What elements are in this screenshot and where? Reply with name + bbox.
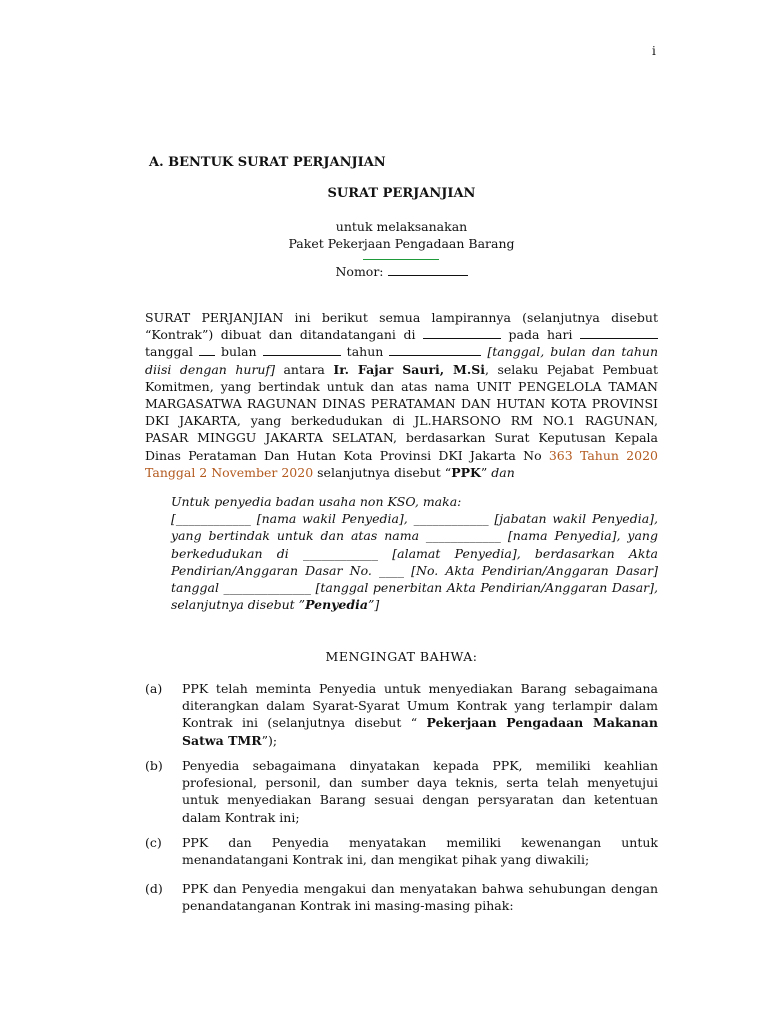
doc-title: SURAT PERJANJIAN: [327, 186, 476, 201]
mengingat-heading: MENGINGAT BAHWA:: [325, 649, 478, 664]
green-blank-line: [363, 259, 439, 260]
ppk-official-name: Ir. Fajar Sauri, M.Si: [333, 361, 485, 377]
penyedia-intro: Untuk penyedia badan usaha non KSO, maka:: [171, 494, 462, 509]
blank-month: [263, 343, 341, 356]
para-italic-note: [tanggal, bulan dan tahun diisi dengan huruf]: [145, 344, 659, 377]
para-text: , selaku Pejabat Pembuat Komitmen, yang bertindak untuk dan atas nama UNIT PENGELOLA TAMAN MARGASATWA RAGUNAN DINAS PERATAMAN DAN HUTAN KOTA PROVINSI DKI JAKARTA, yang berkedudukan di JL.HARSONO RM NO.1 RAGUNAN, PASAR MINGGU JAKARTA SELATAN, berdasarkan Surat Keputusan Kepala Dinas Perataman Dan Hutan Kota Provinsi DKI Jakarta No: [145, 361, 658, 463]
list-item-label: (d): [145, 881, 163, 896]
nomor-blank: [388, 263, 468, 276]
list-item-label: (a): [145, 681, 163, 696]
para-text: pada hari: [501, 327, 580, 343]
nomor-label: Nomor:: [335, 264, 384, 279]
work-package-name: Pekerjaan Pengadaan Makanan Satwa TMR: [182, 715, 658, 748]
page-number: i: [652, 44, 656, 58]
blank-place: [423, 326, 501, 339]
section-heading: A. BENTUK SURAT PERJANJIAN: [149, 155, 386, 170]
list-item-label: (c): [145, 835, 162, 850]
para-text: ”: [480, 464, 492, 480]
subtitle-line-1: untuk melaksanakan: [335, 219, 468, 234]
blank-year: [389, 343, 481, 356]
penyedia-text: [____________ [nama wakil Penyedia], ____________ [jabatan wakil Penyedia], yang bertindak untuk dan atas nama ____________ [nama Penyedia], yang berkedudukan di ____________ [alamat Penyedia], berdasarkan Akta Pendirian/Anggaran Dasar No. ____ [No. Akta Pendirian/Anggaran Dasar] tanggal ______________ [tanggal penerbitan Akta Pendirian/Anggaran Dasar], selanjutnya disebut ”: [171, 511, 658, 613]
list-item-text: [182, 680, 658, 749]
item-text: ”);: [261, 732, 278, 748]
decree-reference: 363 Tahun 2020 Tanggal 2 November 2020: [145, 447, 658, 480]
para-text: tanggal: [145, 344, 200, 360]
subtitle-line-2: Paket Pekerjaan Pengadaan Barang: [288, 236, 515, 251]
para-text: bulan: [215, 344, 263, 360]
list-item-text: Penyedia sebagaimana dinyatakan kepada PPK, memiliki keahlian profesional, personil, dan sumber daya teknis, serta telah menyetujui untuk menyediakan Barang sesuai dengan persyaratan dan ketentuan dalam Kontrak ini;: [182, 758, 658, 825]
agreement-paragraph: [145, 309, 658, 481]
penyedia-text: ”]: [367, 597, 380, 613]
ppk-label: PPK: [451, 464, 481, 480]
para-text: tahun: [340, 344, 390, 360]
nomor-line: [145, 263, 658, 279]
list-item-text: PPK dan Penyedia mengakui dan menyatakan bahwa sehubungan dengan penandatanganan Kontrak ini masing-masing pihak:: [182, 881, 658, 914]
para-italic-dan: dan: [491, 464, 515, 480]
para-text: selanjutnya disebut “: [313, 464, 452, 480]
blank-day: [580, 326, 658, 339]
para-text: SURAT PERJANJIAN ini berikut semua lampirannya (selanjutnya disebut “Kontrak”) dibuat dan ditandatangani di: [145, 310, 658, 343]
list-item-label: (b): [145, 758, 163, 773]
list-item-text: PPK dan Penyedia menyatakan memiliki kewenangan untuk menandatangani Kontrak ini, dan mengikat pihak yang diwakili;: [182, 835, 658, 868]
blank-date: [199, 343, 215, 356]
penyedia-label: Penyedia: [305, 597, 368, 613]
item-text: PPK telah meminta Penyedia untuk menyediakan Barang sebagaimana diterangkan dalam Syarat-Syarat Umum Kontrak yang terlampir dalam Kontrak ini (selanjutnya disebut “: [182, 681, 658, 731]
penyedia-block: [171, 493, 658, 613]
para-text: antara: [274, 361, 334, 377]
doc-subtitle: [145, 218, 658, 252]
penyedia-body: [171, 510, 658, 613]
